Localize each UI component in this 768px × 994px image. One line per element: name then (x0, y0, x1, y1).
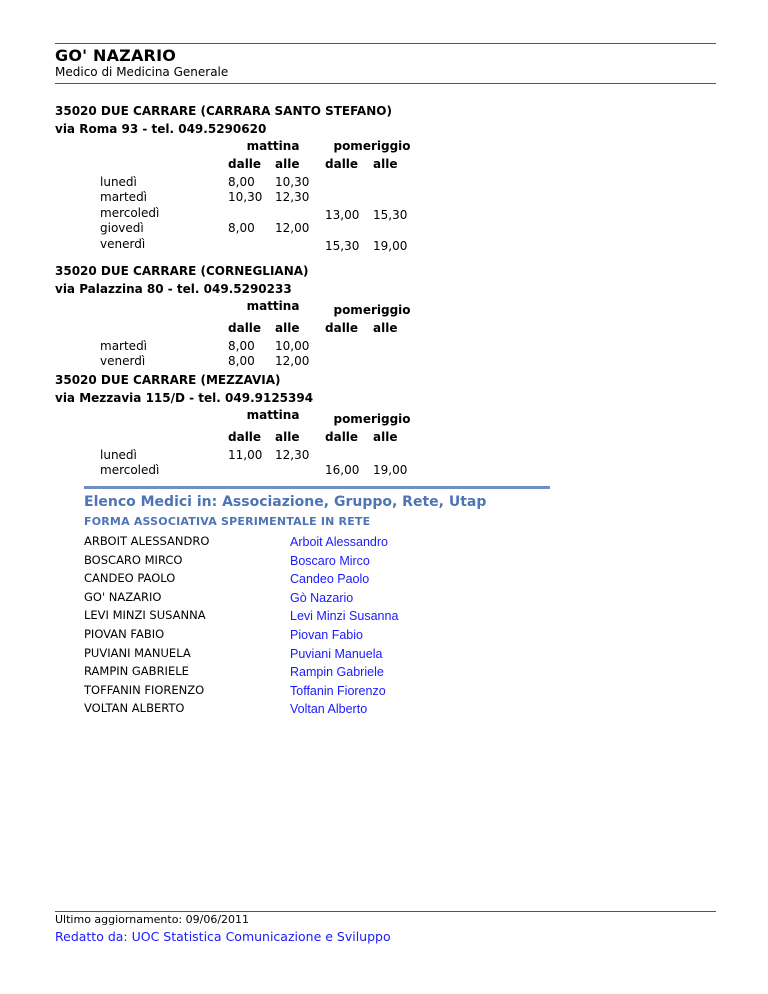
pm-to-header: alle (373, 157, 398, 171)
day-label: lunedì (100, 175, 137, 189)
association-title: Elenco Medici in: Associazione, Gruppo, Rete, Utap (84, 494, 487, 510)
am-from-header: dalle (228, 321, 262, 335)
member-list (84, 532, 684, 718)
opening-hours (55, 407, 716, 507)
member-row (84, 532, 684, 551)
doctor-name: GO' NAZARIO (55, 46, 177, 65)
afternoon-from-time: 13,00 (325, 207, 360, 222)
day-label: venerdì (100, 354, 146, 369)
member-row (84, 662, 684, 681)
doctor-role: Medico di Medicina Generale (55, 65, 229, 79)
afternoon-header: pomeriggio (333, 303, 411, 317)
am-from-header: dalle (228, 430, 262, 444)
member-name: GO' NAZARIO (84, 589, 162, 604)
studio-city: 35020 DUE CARRARE (CORNEGLIANA) (55, 264, 309, 278)
am-from-header: dalle (228, 157, 262, 171)
am-to-header: alle (275, 321, 300, 335)
afternoon-to-time: 15,30 (373, 207, 408, 222)
morning-to-time: 12,00 (275, 354, 310, 369)
afternoon-header: pomeriggio (333, 139, 411, 153)
morning-from-time: 8,00 (228, 175, 255, 189)
morning-from-time: 8,00 (228, 221, 255, 236)
day-label: giovedì (100, 221, 144, 236)
member-name: BOSCARO MIRCO (84, 552, 183, 567)
footer-divider (55, 911, 716, 912)
studio-city: 35020 DUE CARRARE (MEZZAVIA) (55, 373, 281, 387)
member-name: CANDEO PAOLO (84, 571, 176, 586)
top-divider (55, 43, 716, 44)
afternoon-from-time: 16,00 (325, 463, 360, 478)
member-link[interactable]: Rampin Gabriele (290, 665, 384, 680)
am-to-header: alle (275, 430, 300, 444)
member-link[interactable]: Boscaro Mirco (290, 553, 370, 568)
member-name: RAMPIN GABRIELE (84, 664, 189, 679)
member-name: PUVIANI MANUELA (84, 645, 191, 660)
member-row (84, 588, 684, 607)
day-label: venerdì (100, 236, 146, 251)
pm-to-header: alle (373, 430, 398, 444)
afternoon-to-time: 19,00 (373, 238, 408, 253)
member-link[interactable]: Arboit Alessandro (290, 535, 388, 549)
day-label: martedì (100, 190, 148, 205)
opening-hours (55, 138, 716, 253)
morning-from-time: 8,00 (228, 354, 255, 369)
pm-from-header: dalle (325, 321, 359, 335)
member-link[interactable]: Gò Nazario (290, 590, 354, 605)
morning-from-time: 11,00 (228, 448, 263, 462)
day-label: mercoledì (100, 205, 160, 220)
member-name: TOFFANIN FIORENZO (84, 682, 205, 697)
last-updated: Ultimo aggiornamento: 09/06/2011 (55, 913, 250, 926)
member-link[interactable]: Levi Minzi Susanna (290, 609, 399, 624)
studio-address: via Roma 93 - tel. 049.5290620 (55, 122, 267, 136)
morning-to-time: 10,00 (275, 339, 310, 353)
studio-block (55, 102, 716, 253)
member-name: LEVI MINZI SUSANNA (84, 608, 206, 623)
member-row (84, 644, 684, 663)
member-link[interactable]: Puviani Manuela (290, 646, 383, 661)
studio-city: 35020 DUE CARRARE (CARRARA SANTO STEFANO) (55, 104, 392, 118)
afternoon-from-time: 15,30 (325, 238, 360, 253)
association-subtitle: FORMA ASSOCIATIVA SPERIMENTALE IN RETE (84, 515, 371, 528)
credits-link[interactable]: Redatto da: UOC Statistica Comunicazione e Sviluppo (55, 929, 391, 944)
pm-from-header: dalle (325, 430, 359, 444)
morning-from-time: 10,30 (228, 190, 263, 205)
member-row (84, 551, 684, 570)
member-name: PIOVAN FABIO (84, 626, 165, 641)
morning-to-time: 12,00 (275, 221, 310, 236)
morning-to-time: 10,30 (275, 175, 310, 189)
studio-address: via Palazzina 80 - tel. 049.5290233 (55, 282, 292, 296)
day-label: lunedì (100, 448, 137, 462)
pm-from-header: dalle (325, 157, 359, 171)
member-row (84, 606, 684, 625)
pm-to-header: alle (373, 321, 398, 335)
member-link[interactable]: Piovan Fabio (290, 627, 363, 642)
member-name: ARBOIT ALESSANDRO (84, 534, 210, 548)
member-row (84, 625, 684, 644)
member-name: VOLTAN ALBERTO (84, 701, 185, 716)
member-link[interactable]: Candeo Paolo (290, 572, 370, 587)
member-row (84, 681, 684, 700)
afternoon-to-time: 19,00 (373, 463, 408, 478)
header-divider (55, 83, 716, 84)
member-row (84, 569, 684, 588)
day-label: mercoledì (100, 463, 160, 478)
morning-to-time: 12,30 (275, 190, 310, 205)
morning-header: mattina (246, 408, 300, 422)
member-link[interactable]: Voltan Alberto (290, 702, 368, 717)
morning-header: mattina (246, 139, 300, 153)
studio-address: via Mezzavia 115/D - tel. 049.9125394 (55, 391, 314, 405)
afternoon-header: pomeriggio (333, 412, 411, 426)
morning-header: mattina (246, 299, 300, 313)
member-row (84, 699, 684, 718)
morning-from-time: 8,00 (228, 339, 255, 353)
morning-to-time: 12,30 (275, 448, 310, 462)
association-divider (84, 486, 550, 489)
day-label: martedì (100, 339, 148, 353)
am-to-header: alle (275, 157, 300, 171)
member-link[interactable]: Toffanin Fiorenzo (290, 683, 386, 698)
